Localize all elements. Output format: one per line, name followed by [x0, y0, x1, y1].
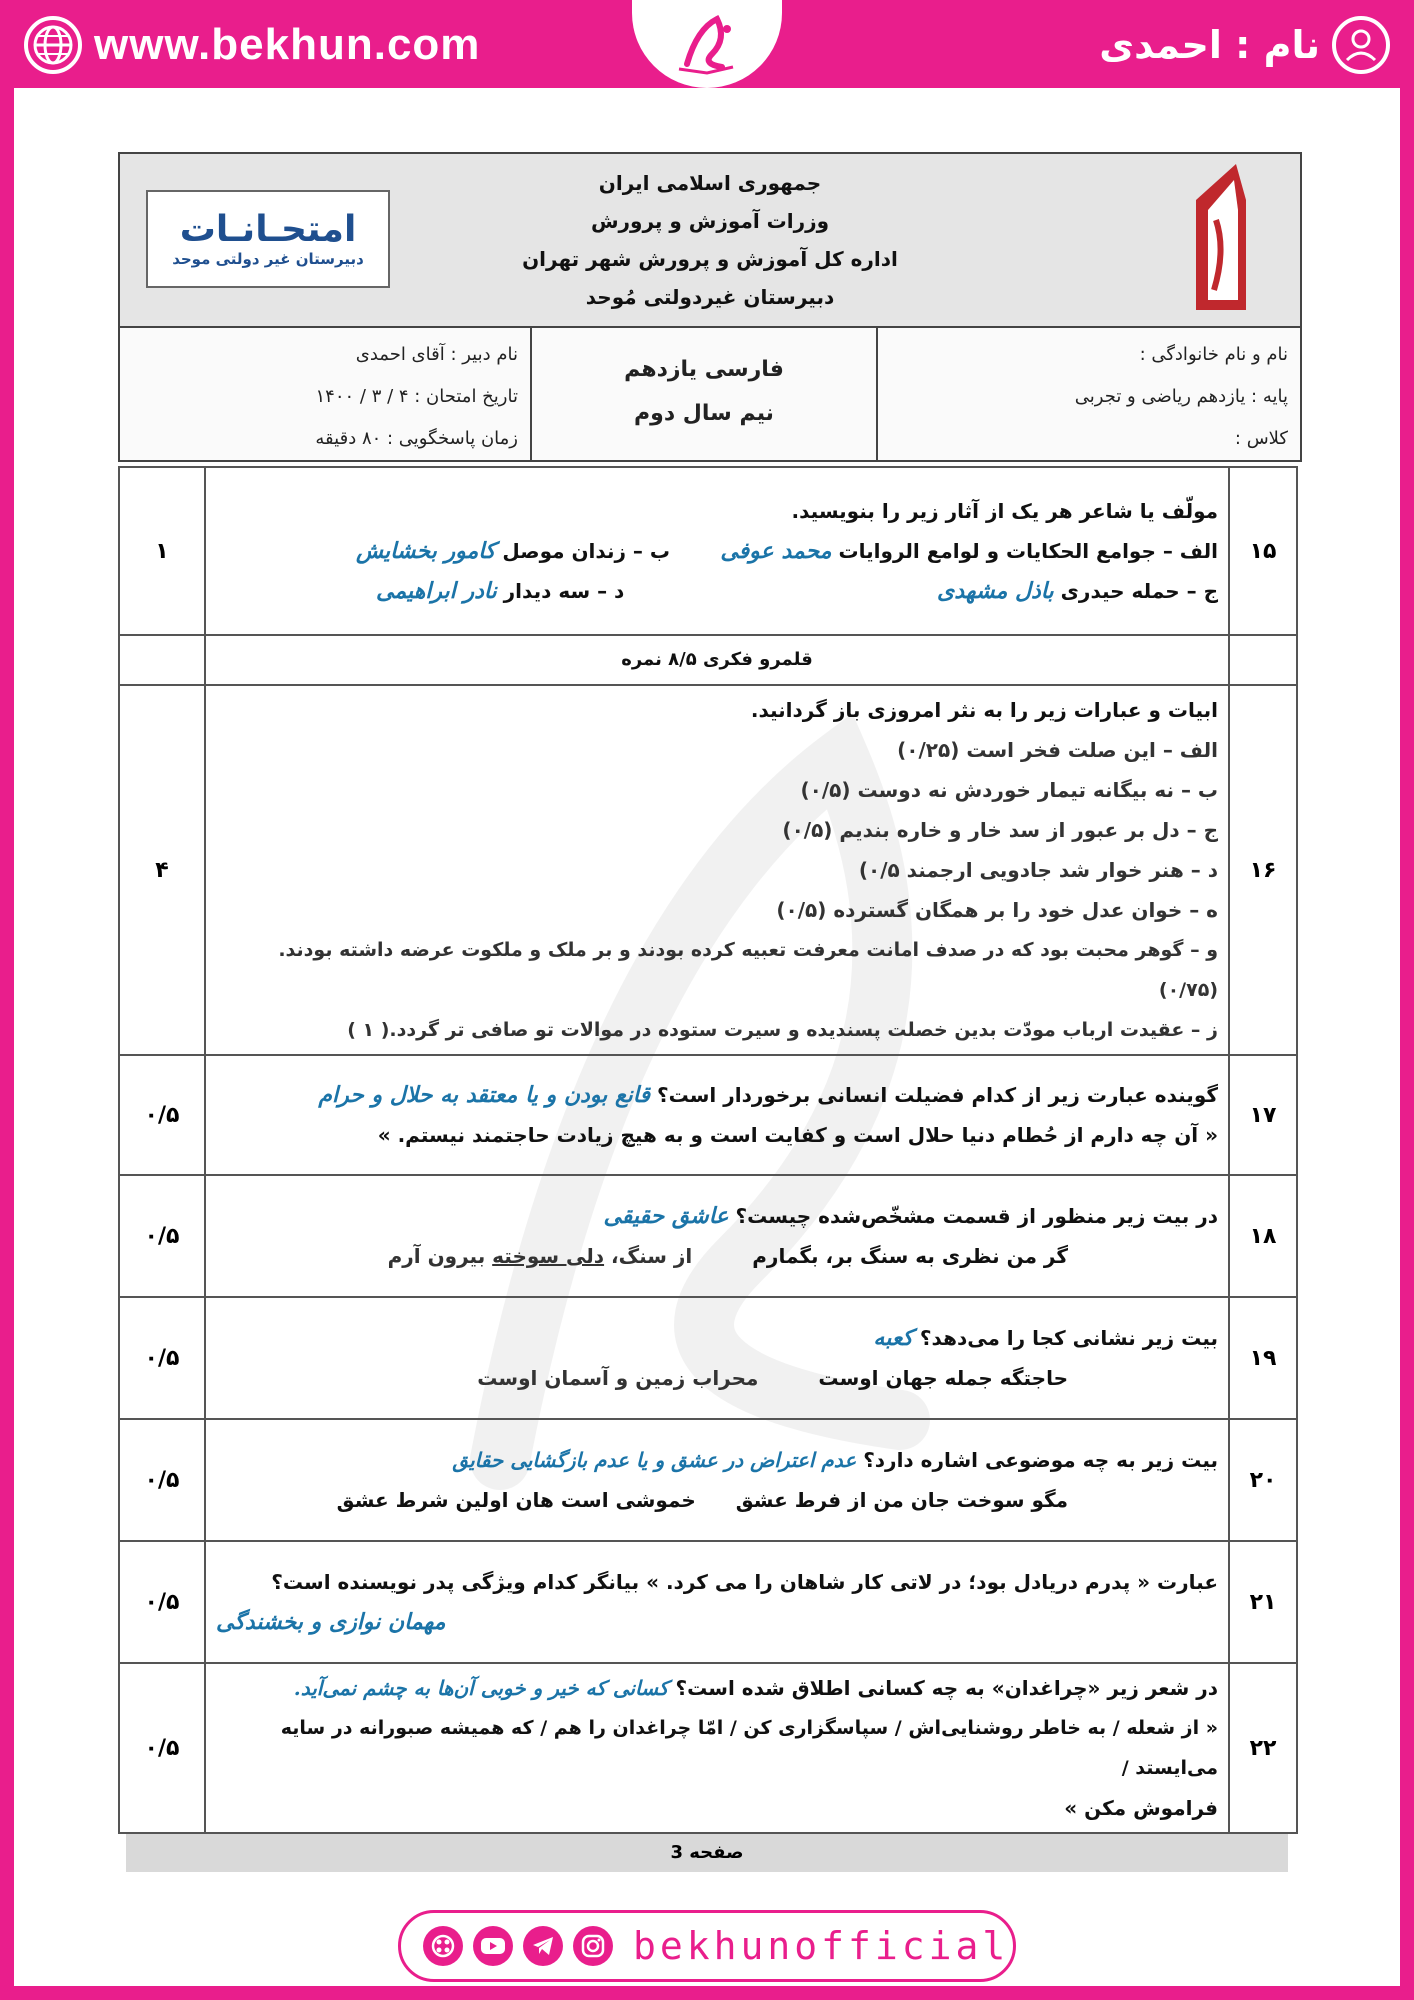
- question-prompt: بیت زیر به چه موضوعی اشاره دارد؟: [863, 1448, 1218, 1472]
- question-prompt: در شعر زیر «چراغدان» به چه کسانی اطلاق شده است؟: [675, 1676, 1218, 1700]
- question-row: [119, 1663, 1297, 1833]
- question-row: [119, 1175, 1297, 1297]
- question-row: [119, 685, 1297, 1055]
- question-score: ۱: [119, 467, 205, 635]
- item-b: ب – زندان موصل: [502, 539, 670, 563]
- answer: عدم اعتراض در عشق و یا عدم بازگشایی حقایق: [452, 1448, 857, 1472]
- question-quote-2: فراموش مکن »: [1064, 1796, 1218, 1820]
- item-c: ج – حمله حیدری: [1060, 579, 1218, 603]
- verse-hemistich-2a: از سنگ،: [604, 1244, 693, 1268]
- question-score: ۰/۵: [119, 1419, 205, 1541]
- student-name-field: نام و نام خانوادگی :: [1139, 344, 1288, 365]
- question-content: [205, 1055, 1229, 1175]
- questions-table: [118, 466, 1298, 1834]
- gov-line-3: اداره کل آموزش و پرورش شهر تهران: [522, 247, 898, 271]
- item-d: د – سه دیدار: [503, 579, 625, 603]
- answer: عاشق حقیقی: [603, 1203, 729, 1229]
- question-content: [205, 1297, 1229, 1419]
- teacher-field: نام دبیر : آقای احمدی: [355, 344, 518, 365]
- question-content: [205, 1663, 1229, 1833]
- question-content: [205, 1419, 1229, 1541]
- verse-hemistich-1: مگو سوخت جان من از فرط عشق: [735, 1488, 1068, 1512]
- item-e: ه – خوان عدل خود را بر همگان گسترده (۰/۵): [776, 898, 1218, 922]
- question-number: ۱۸: [1229, 1175, 1297, 1297]
- verse-hemistich-1: حاجتگه جمله جهان اوست: [818, 1366, 1068, 1390]
- item-c: ج – دل بر عبور از سد خار و خاره بندیم (۰/۵): [782, 818, 1218, 842]
- question-number: ۱۷: [1229, 1055, 1297, 1175]
- question-score: ۰/۵: [119, 1297, 205, 1419]
- youtube-icon[interactable]: [473, 1926, 513, 1966]
- gov-line-1: جمهوری اسلامی ایران: [598, 171, 822, 195]
- subject-title: فارسی یازدهم: [624, 357, 784, 382]
- page-number: صفحه 3: [126, 1834, 1288, 1872]
- question-number: ۲۲: [1229, 1663, 1297, 1833]
- social-bar: [398, 1910, 1016, 1982]
- social-handle[interactable]: bekhunofficial: [633, 1924, 1010, 1968]
- item-a: الف – جوامع الحکایات و لوامع الروایات: [838, 539, 1218, 563]
- question-number: ۲۰: [1229, 1419, 1297, 1541]
- government-title: [510, 164, 910, 316]
- highlighted-phrase: دلی سوخته: [492, 1244, 605, 1268]
- answer: کعبه: [873, 1325, 913, 1351]
- question-content: [205, 685, 1229, 1055]
- exam-logo: امتحـانـات دبیرستان غیر دولتی موحد: [146, 190, 390, 288]
- gov-line-4: دبیرستان غیردولتی مُوحد: [585, 285, 835, 309]
- question-content: [205, 1541, 1229, 1663]
- question-row: [119, 1541, 1297, 1663]
- question-row: [119, 467, 1297, 635]
- aparat-icon[interactable]: [423, 1926, 463, 1966]
- question-content: [205, 467, 1229, 635]
- verse-hemistich-2: محراب زمین و آسمان اوست: [477, 1366, 759, 1390]
- answer: کسانی که خیر و خوبی آن‌ها به چشم نمی‌آید.: [293, 1676, 669, 1700]
- question-content: [205, 1175, 1229, 1297]
- question-score: ۰/۵: [119, 1055, 205, 1175]
- date-field: تاریخ امتحان : ۴ / ۳ / ۱۴۰۰: [315, 386, 518, 407]
- question-prompt: در بیت زیر منظور از قسمت مشخّص‌شده چیست؟: [735, 1204, 1218, 1228]
- verse-hemistich-1: گر من نظری به سنگ بر، بگمارم: [752, 1244, 1068, 1268]
- question-row: [119, 1297, 1297, 1419]
- question-number: ۱۹: [1229, 1297, 1297, 1419]
- item-g: ز – عقیدت ارباب مودّت بدین خصلت پسندیده و سیرت ستوده در موالات تو صافی تر گردد.( ۱ ): [347, 1019, 1218, 1041]
- question-prompt: بیت زیر نشانی کجا را می‌دهد؟: [919, 1326, 1218, 1350]
- question-score: ۴: [119, 685, 205, 1055]
- grade-field: پایه : یازدهم ریاضی و تجربی: [1074, 386, 1288, 407]
- subject-info: [530, 328, 876, 460]
- question-row: [119, 1419, 1297, 1541]
- section-row: [119, 635, 1297, 685]
- website-link[interactable]: [24, 16, 480, 74]
- question-prompt: عبارت « پدرم دریادل بود؛ در لاتی کار شاهان را می کرد. » بیانگر کدام ویژگی پدر نویسنده است؟: [271, 1570, 1218, 1594]
- item-f: و – گوهر محبت بود که در صدف امانت معرفت تعبیه کرده بودند و بر ملک و ملکوت عرضه داشته بودند. (۰/۷۵): [278, 939, 1218, 1001]
- answer: مهمان نوازی و بخشندگی: [216, 1609, 446, 1635]
- question-quote: « آن چه دارم از حُطام دنیا حلال است و کفایت است و به هیچ زیادت حاجتمند نیستم. »: [377, 1123, 1218, 1147]
- question-row: [119, 1055, 1297, 1175]
- answer-a: محمد عوفی: [720, 538, 832, 564]
- answer: قانع بودن و یا معتقد به حلال و حرام: [318, 1082, 651, 1108]
- exam-info: [120, 328, 530, 460]
- item-a: الف – این صلت فخر است (۰/۲۵): [897, 738, 1218, 762]
- student-name: نام : احمدی: [1099, 23, 1320, 67]
- question-number: ۲۱: [1229, 1541, 1297, 1663]
- globe-icon: [24, 16, 82, 74]
- item-d: د – هنر خوار شد جادویی ارجمند ۰/۵): [858, 858, 1218, 882]
- question-prompt: ابیات و عبارات زیر را به نثر امروزی باز گردانید.: [750, 698, 1218, 722]
- question-score: ۰/۵: [119, 1541, 205, 1663]
- bekhun-logo: [632, 0, 782, 88]
- question-score: ۰/۵: [119, 1663, 205, 1833]
- answer-b: کامور بخشایش: [356, 538, 496, 564]
- telegram-icon[interactable]: [523, 1926, 563, 1966]
- question-quote-1: « از شعله / به خاطر روشنایی‌اش / سپاسگزاری کن / امّا چراغدان را هم / که همیشه صبورانه در سایه می‌ایستد /: [280, 1717, 1218, 1779]
- school-logo: [1186, 160, 1256, 320]
- user-icon: [1332, 16, 1390, 74]
- class-field: کلاس :: [1234, 428, 1288, 449]
- top-banner: [0, 0, 1414, 88]
- question-number: ۱۵: [1229, 467, 1297, 635]
- question-number: ۱۶: [1229, 685, 1297, 1055]
- instagram-icon[interactable]: [573, 1926, 613, 1966]
- verse-hemistich-2c: بیرون آرم: [387, 1244, 493, 1268]
- duration-field: زمان پاسخگویی : ۸۰ دقیقه: [315, 428, 518, 449]
- term-title: نیم سال دوم: [634, 401, 774, 426]
- section-title: قلمرو فکری ۸/۵ نمره: [205, 635, 1229, 685]
- question-prompt: مولّف یا شاعر هر یک از آثار زیر را بنویسید.: [791, 499, 1218, 523]
- website-text: www.bekhun.com: [94, 20, 481, 69]
- student-name-badge: [1099, 16, 1390, 74]
- question-prompt: گوینده عبارت زیر از کدام فضیلت انسانی برخوردار است؟: [656, 1083, 1218, 1107]
- exam-header: [118, 152, 1298, 462]
- item-b: ب – نه بیگانه تیمار خوردش نه دوست (۰/۵): [800, 778, 1218, 802]
- answer-d: نادر ابراهیمی: [376, 578, 497, 604]
- verse-hemistich-2: خموشی است هان اولین شرط عشق: [336, 1488, 696, 1512]
- answer-c: باذل مشهدی: [937, 578, 1054, 604]
- gov-line-2: وزرات آموزش و پرورش: [590, 209, 830, 233]
- question-score: ۰/۵: [119, 1175, 205, 1297]
- student-info: [876, 328, 1300, 460]
